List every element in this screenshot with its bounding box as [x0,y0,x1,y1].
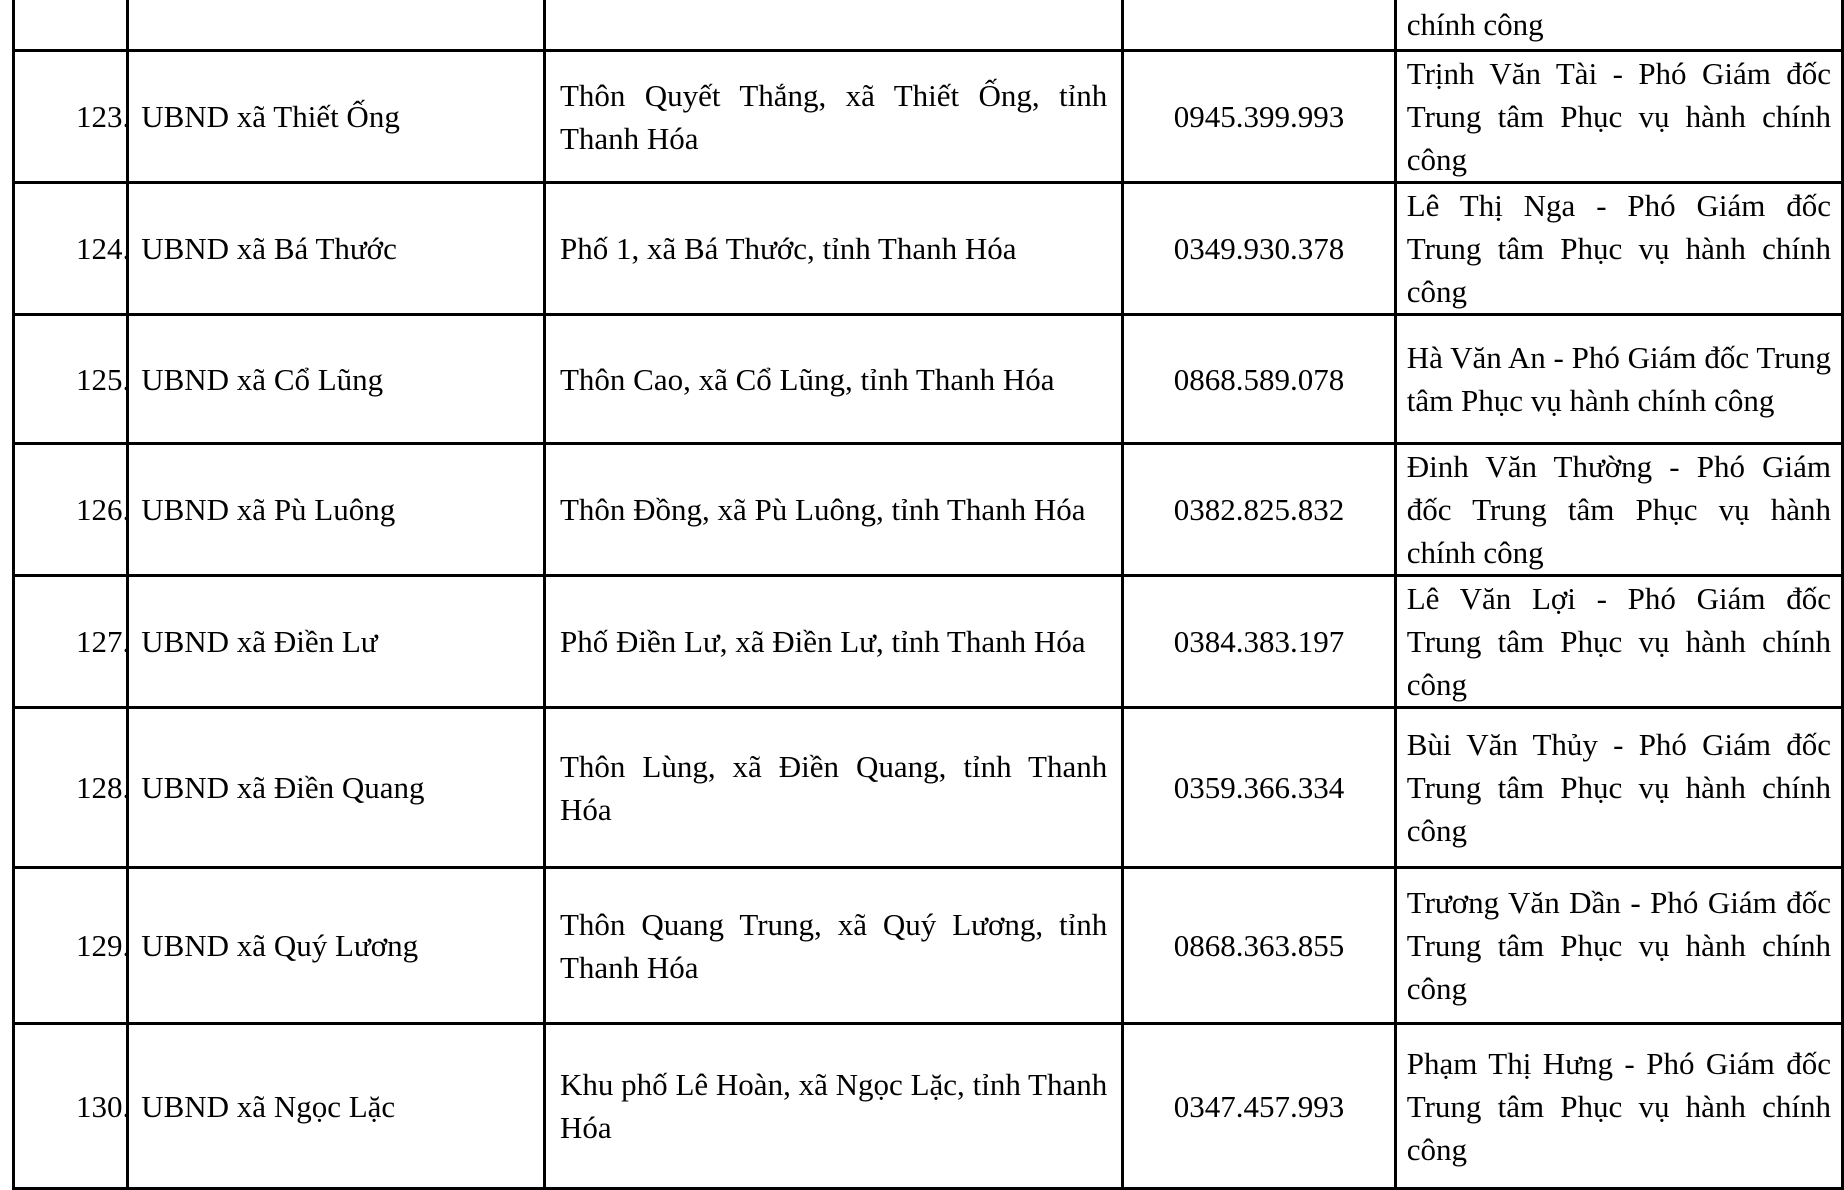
table-row [14,1024,1843,1189]
cell-name: UBND xã Thiết Ống [128,51,545,183]
table-row [14,868,1843,1024]
table-row-continued [14,0,1843,51]
cell-address: Phố Điền Lư, xã Điền Lư, tỉnh Thanh Hóa [544,576,1122,708]
cell-name [128,0,545,51]
cell-leader: Đinh Văn Thường - Phó Giám đốc Trung tâm Phục vụ hành chính công [1395,444,1842,576]
cell-leader: Trịnh Văn Tài - Phó Giám đốc Trung tâm Phục vụ hành chính công [1395,51,1842,183]
cell-name: UBND xã Ngọc Lặc [128,1024,545,1189]
cell-phone: 0945.399.993 [1123,51,1396,183]
cell-name: UBND xã Pù Luông [128,444,545,576]
cell-leader: Bùi Văn Thủy - Phó Giám đốc Trung tâm Phục vụ hành chính công [1395,708,1842,868]
cell-no: 124. [14,183,128,315]
agency-contact-table [12,0,1844,1190]
cell-no: 128. [14,708,128,868]
cell-leader: chính công [1395,0,1842,51]
cell-name: UBND xã Điền Quang [128,708,545,868]
cell-phone: 0382.825.832 [1123,444,1396,576]
cell-name: UBND xã Quý Lương [128,868,545,1024]
cell-name: UBND xã Cổ Lũng [128,315,545,444]
cell-address: Thôn Quyết Thắng, xã Thiết Ống, tỉnh Thanh Hóa [544,51,1122,183]
cell-leader: Lê Thị Nga - Phó Giám đốc Trung tâm Phục vụ hành chính công [1395,183,1842,315]
cell-no: 125. [14,315,128,444]
cell-address: Thôn Cao, xã Cổ Lũng, tỉnh Thanh Hóa [544,315,1122,444]
table-row [14,51,1843,183]
cell-phone: 0384.383.197 [1123,576,1396,708]
cell-address: Thôn Quang Trung, xã Quý Lương, tỉnh Thanh Hóa [544,868,1122,1024]
cell-phone: 0868.363.855 [1123,868,1396,1024]
cell-leader: Phạm Thị Hưng - Phó Giám đốc Trung tâm Phục vụ hành chính công [1395,1024,1842,1189]
cell-address: Thôn Đồng, xã Pù Luông, tỉnh Thanh Hóa [544,444,1122,576]
cell-leader: Lê Văn Lợi - Phó Giám đốc Trung tâm Phục vụ hành chính công [1395,576,1842,708]
cell-phone: 0349.930.378 [1123,183,1396,315]
table-row [14,315,1843,444]
cell-phone: 0868.589.078 [1123,315,1396,444]
table-row [14,708,1843,868]
cell-address [544,0,1122,51]
cell-address: Khu phố Lê Hoàn, xã Ngọc Lặc, tỉnh Thanh Hóa [544,1024,1122,1189]
table-row [14,576,1843,708]
cell-no: 126. [14,444,128,576]
cell-phone: 0359.366.334 [1123,708,1396,868]
table-row [14,444,1843,576]
cell-leader: Hà Văn An - Phó Giám đốc Trung tâm Phục vụ hành chính công [1395,315,1842,444]
cell-address: Phố 1, xã Bá Thước, tỉnh Thanh Hóa [544,183,1122,315]
cell-name: UBND xã Bá Thước [128,183,545,315]
cell-phone: 0347.457.993 [1123,1024,1396,1189]
cell-phone [1123,0,1396,51]
cell-name: UBND xã Điền Lư [128,576,545,708]
cell-no: 127. [14,576,128,708]
cell-leader: Trương Văn Dần - Phó Giám đốc Trung tâm Phục vụ hành chính công [1395,868,1842,1024]
cell-no: 130. [14,1024,128,1189]
table-row [14,183,1843,315]
cell-no: 129. [14,868,128,1024]
cell-address: Thôn Lùng, xã Điền Quang, tỉnh Thanh Hóa [544,708,1122,868]
cell-no [14,0,128,51]
cell-no: 123. [14,51,128,183]
